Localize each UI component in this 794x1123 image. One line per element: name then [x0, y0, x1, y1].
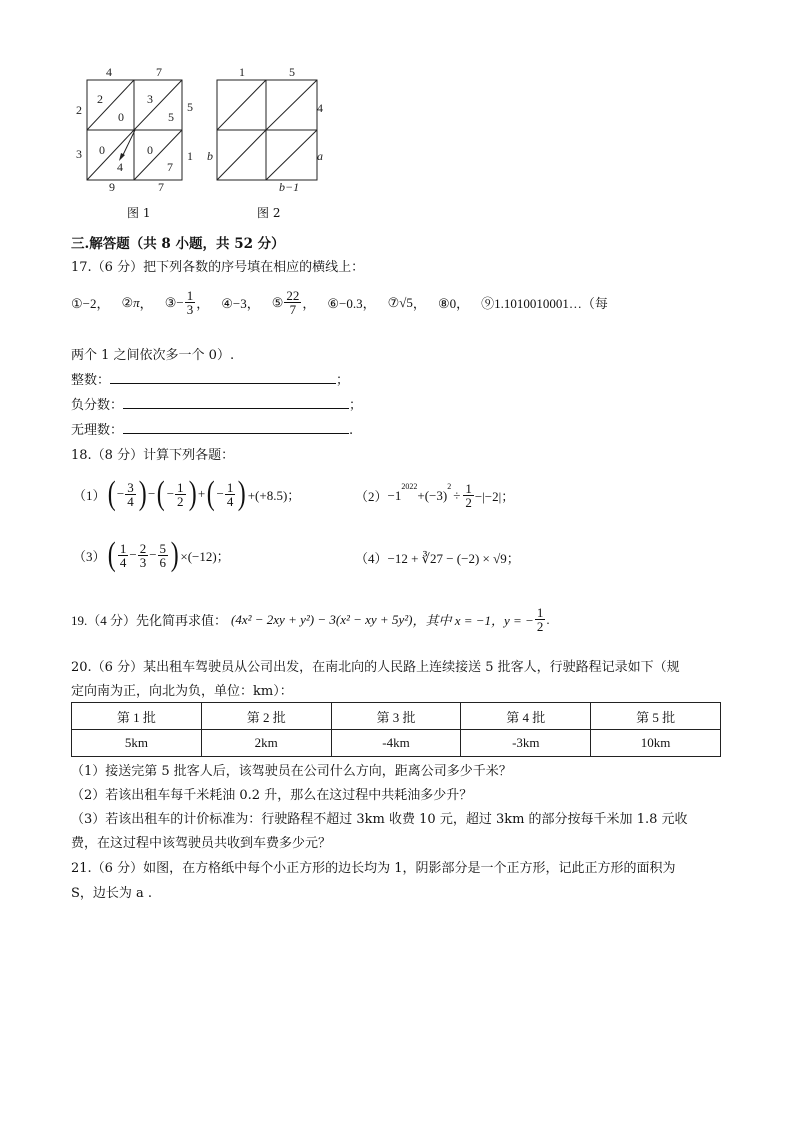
- q19-expression: (4x² − 2xy + y²) − 3(x² − xy + 5y²): [231, 611, 413, 627]
- q18-p1-fraction-a: [125, 481, 136, 508]
- trip-distance-table: [71, 702, 721, 757]
- right-paren-icon: ): [138, 475, 147, 512]
- minus-sign: −: [116, 486, 125, 501]
- q17-item-2-mark: ②: [121, 294, 134, 310]
- table-cell: 2km: [201, 730, 331, 757]
- q17-item-1: ①−2，: [71, 296, 110, 311]
- q18-p2-b: +(−3): [417, 487, 448, 503]
- fig1-left-2: 3: [76, 147, 82, 161]
- table-header-cell: 第 2 批: [201, 703, 331, 730]
- fraction-numerator: 1: [226, 479, 234, 495]
- q18-part-3: [73, 538, 230, 572]
- fig2-top-2: 5: [289, 66, 295, 79]
- minus-sign: −: [148, 486, 156, 501]
- negative-fractions-answer-line[interactable]: [123, 396, 349, 409]
- q17-item-7-comma: ，: [412, 296, 426, 311]
- section-title: 三.解答题（共 8 小题，共 52 分）: [71, 236, 285, 252]
- fraction-numerator: 5: [159, 540, 167, 556]
- fig1-left-1: 2: [76, 103, 82, 117]
- q17-integers-label: 整数：: [71, 373, 111, 388]
- q17-item-3-fraction: [185, 289, 196, 316]
- minus-sign: −: [216, 486, 224, 501]
- plus-sign: +: [197, 486, 206, 501]
- fig2-top-1: 1: [239, 66, 245, 79]
- q18-part-4: [355, 548, 520, 567]
- fig1-cell: 7: [167, 160, 173, 174]
- right-paren-icon: ): [238, 475, 247, 512]
- fraction-numerator: 3: [127, 479, 134, 495]
- fig1-right-1: 5: [187, 100, 193, 114]
- table-row: [72, 730, 721, 757]
- fig1-top-1: 4: [106, 66, 112, 79]
- table-header-cell: 第 5 批: [591, 703, 721, 730]
- q17-heading: 17.（6 分）把下列各数的序号填在相应的横线上：: [71, 260, 365, 275]
- minus-sign: −: [149, 547, 157, 562]
- fig1-cell: 2: [97, 92, 103, 106]
- q18-p1-tail: +(+8.5)；: [247, 487, 301, 503]
- q18-p2-exp2: 2: [447, 482, 452, 491]
- q17-item-3-comma: ，: [196, 296, 210, 311]
- q18-p4-expr: −12 + ∛27 − (−2) × √9；: [387, 551, 520, 566]
- fig2-right-top: 4: [317, 101, 323, 115]
- q17-item-3-mark: ③−: [164, 294, 184, 310]
- integers-answer-line[interactable]: [110, 371, 336, 384]
- irrational-answer-line[interactable]: [123, 421, 349, 434]
- q18-p1-fraction-c: [225, 481, 236, 508]
- q18-p3-fraction-a: [118, 542, 129, 569]
- q18-p2-div: ÷: [453, 487, 461, 503]
- q17-item-9: ⑨1.1010010001…（每: [481, 296, 608, 311]
- left-paren-icon: (: [107, 475, 116, 512]
- q20-line-1: 20.（6 分）某出租车驾驶员从公司出发，在南北向的人民路上连续接送 5 批客人，行驶路程记录如下（规: [71, 660, 680, 675]
- q17-integers-row: [71, 369, 349, 388]
- fraction-numerator: 2: [139, 540, 147, 556]
- q20-sub-2: （2）若该出租车每千米耗油 0.2 升，那么在这过程中共耗油多少升？: [71, 788, 473, 803]
- q21-line-1: 21.（6 分）如图，在方格纸中每个小正方形的边长均为 1，阴影部分是一个正方形，记此正方形的面积为: [71, 861, 676, 876]
- fig1-top-2: 7: [156, 66, 162, 79]
- fraction-numerator: 22: [286, 288, 300, 303]
- minus-sign: −: [166, 486, 175, 501]
- q20-sub-1: （1）接送完第 5 批客人后，该驾驶员在公司什么方向，距离公司多少千米？: [71, 764, 512, 779]
- q18-p2-fraction: [463, 482, 474, 509]
- figure-2-caption: 图 2: [257, 206, 281, 220]
- table-header-cell: 第 1 批: [72, 703, 202, 730]
- q17-item-4: ④−3，: [221, 296, 260, 311]
- fraction-denominator: 3: [139, 554, 147, 570]
- q18-p4-label: （4）: [355, 551, 388, 566]
- q17-continuation: 两个 1 之间依次多一个 0）.: [71, 348, 235, 363]
- fraction-numerator: 1: [186, 288, 194, 303]
- q17-number-list: [71, 289, 608, 316]
- fraction-denominator: 2: [465, 495, 472, 510]
- fraction-numerator: 1: [536, 605, 544, 620]
- q21-line-2: S，边长为 a .: [71, 886, 153, 901]
- arrow-line: [122, 130, 135, 157]
- fraction-numerator: 1: [465, 481, 472, 496]
- fig1-right-2: 1: [187, 149, 193, 163]
- q17-item-6: ⑥−0.3，: [327, 296, 376, 311]
- q18-p1-label: （1）: [73, 487, 106, 503]
- q17-item-7-sqrt: √5: [399, 294, 413, 310]
- q18-p2-exp1: 2022: [401, 482, 418, 491]
- left-paren-icon: (: [157, 475, 165, 512]
- q17-item-2-comma: ，: [139, 296, 153, 311]
- fraction-denominator: 2: [536, 619, 544, 634]
- q17-irrational-end: .: [349, 423, 354, 438]
- q19-line: [71, 606, 550, 633]
- q18-p2-tail: −|−2|；: [474, 489, 515, 504]
- fig1-cell: 0: [99, 143, 105, 157]
- q18-p3-label: （3）: [73, 548, 106, 564]
- q19-heading: 19.（4 分）先化简再求值：: [71, 613, 228, 628]
- q17-item-7-mark: ⑦: [387, 294, 400, 310]
- table-header-cell: 第 3 批: [331, 703, 461, 730]
- fig2-right-bottom: a: [317, 149, 323, 163]
- fraction-denominator: 4: [119, 554, 127, 570]
- minus-sign: −: [129, 547, 137, 562]
- q17-item-8: ⑧0，: [437, 296, 470, 311]
- figure-1: [72, 66, 202, 226]
- q17-item-2-pi: π: [133, 294, 140, 310]
- q18-p1-fraction-b: [175, 481, 186, 508]
- q18-p2-a: −1: [387, 487, 402, 503]
- fraction-numerator: 1: [119, 540, 127, 556]
- q19-end: .: [546, 611, 550, 627]
- fraction-numerator: 1: [177, 479, 184, 495]
- table-header-cell: 第 4 批: [461, 703, 591, 730]
- q17-integers-end: ；: [336, 373, 350, 388]
- q17-negfrac-row: [71, 394, 362, 413]
- fig1-cell: 4: [117, 160, 123, 174]
- fig1-cell: 5: [168, 110, 174, 124]
- fig2-bottom: b−1: [279, 180, 300, 194]
- table-cell: -3km: [461, 730, 591, 757]
- fraction-denominator: 2: [177, 493, 184, 509]
- fig1-cell: 3: [147, 92, 153, 106]
- q19-fraction: [535, 606, 546, 633]
- table-cell: 5km: [72, 730, 202, 757]
- q17-item-5-mark: ⑤: [271, 294, 284, 310]
- fig1-cell: 0: [147, 143, 153, 157]
- fig1-cell: 0: [118, 110, 124, 124]
- fig1-bottom-1: 9: [109, 180, 115, 194]
- q17-item-5-comma: ，: [302, 296, 316, 311]
- fig2-left-bottom: b: [207, 149, 213, 163]
- q20-sub-3b: 费，在这过程中该驾驶员共收到车费多少元？: [71, 836, 332, 851]
- q20-sub-3a: （3）若该出租车的计价标准为：行驶路程不超过 3km 收费 10 元，超过 3km 的部分按每千米加 1.8 元收: [71, 812, 688, 827]
- q17-irrational-row: [71, 419, 353, 438]
- q18-p3-fraction-c: [158, 542, 169, 569]
- fig1-bottom-2: 7: [158, 180, 164, 194]
- q17-negfrac-label: 负分数：: [71, 398, 124, 413]
- figure-2: [203, 66, 338, 226]
- q17-negfrac-end: ；: [349, 398, 363, 413]
- table-cell: 10km: [591, 730, 721, 757]
- q18-part-1: [73, 477, 300, 511]
- right-paren-icon: ): [188, 475, 197, 512]
- q18-part-2: [355, 482, 514, 509]
- table-cell: -4km: [331, 730, 461, 757]
- left-paren-icon: (: [107, 536, 116, 573]
- q18-heading: 18.（8 分）计算下列各题：: [71, 448, 235, 463]
- q18-p2-label: （2）: [355, 489, 388, 504]
- table-header-row: [72, 703, 721, 730]
- q17-irrational-label: 无理数：: [71, 423, 124, 438]
- fraction-denominator: 6: [159, 554, 167, 570]
- q18-p3-fraction-b: [138, 542, 149, 569]
- q18-p3-tail: ×(−12)；: [180, 548, 230, 564]
- fraction-denominator: 3: [186, 302, 194, 317]
- fraction-denominator: 4: [226, 493, 234, 509]
- right-paren-icon: ): [170, 536, 179, 573]
- q19-condition: ，其中 x = −1，y = −: [412, 613, 534, 628]
- q17-item-5-fraction: [284, 289, 301, 316]
- figure-1-caption: 图 1: [127, 206, 151, 220]
- q20-line-2: 定向南为正，向北为负，单位：km）：: [71, 684, 293, 699]
- fraction-denominator: 4: [127, 493, 134, 509]
- fraction-denominator: 7: [289, 302, 297, 317]
- left-paren-icon: (: [206, 475, 215, 512]
